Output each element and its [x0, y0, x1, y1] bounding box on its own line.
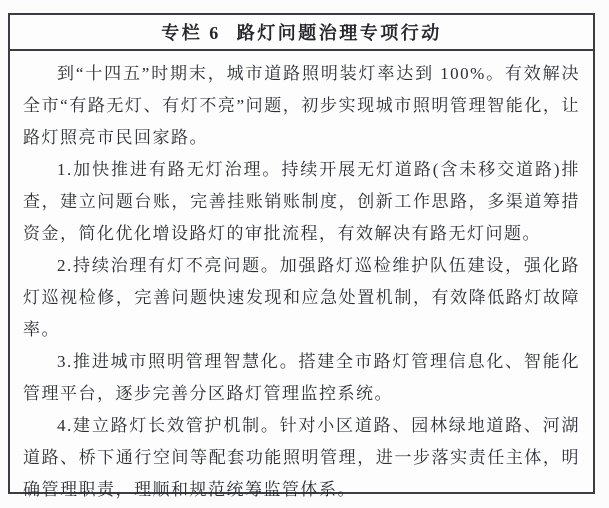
panel-title-text: 路灯问题治理专项行动 [236, 23, 442, 43]
paragraph-overview: 到“十四五”时期末，城市道路照明装灯率达到 100%。有效解决全市“有路无灯、有灯不亮”问题，初步实现城市照明管理智能化，让路灯照亮市民回家路。 [23, 64, 580, 147]
panel-title [10, 15, 593, 51]
column-6-panel [8, 13, 595, 499]
paragraph-action-4: 4.建立路灯长效管护机制。针对小区道路、园林绿地道路、河湖道路、桥下通行空间等配套功能照明管理，进一步落实责任主体，明确管理职责，理顺和规范统筹监管体系。 [23, 416, 580, 499]
paragraph-action-1: 1.加快推进有路无灯治理。持续开展无灯道路(含未移交道路)排查，建立问题台账，完善挂账销账制度，创新工作思路，多渠道筹措资金，简化优化增设路灯的审批流程，有效解决有路无灯问题。 [23, 160, 580, 243]
paragraph-action-3: 3.推进城市照明管理智慧化。搭建全市路灯管理信息化、智能化管理平台，逐步完善分区路灯管理监控系统。 [23, 352, 580, 403]
panel-body [10, 51, 593, 506]
paragraph-action-2: 2.持续治理有灯不亮问题。加强路灯巡检维护队伍建设，强化路灯巡视检修，完善问题快速发现和应急处置机制，有效降低路灯故障率。 [23, 256, 580, 339]
panel-title-number: 专栏 6 [161, 23, 221, 43]
